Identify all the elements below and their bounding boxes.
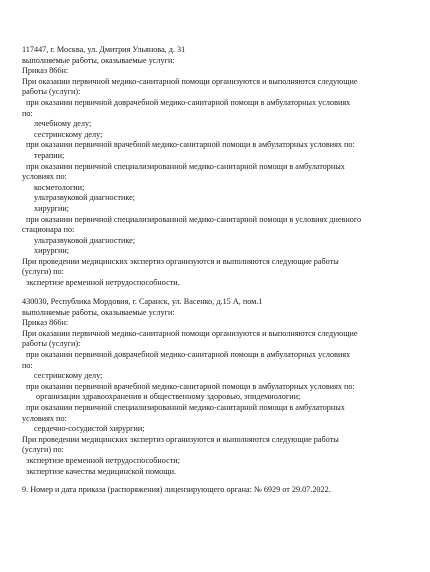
license-order-line: 9. Номер и дата приказа (распоряжения) лицензирующего органа: № 6929 от 29.07.2022. bbox=[22, 485, 331, 494]
license-order-footer bbox=[22, 485, 418, 496]
expertise-heading-cont: (услуги) по: bbox=[22, 445, 64, 455]
doctor-ambulatory-heading: при оказании первичной врачебной медико-санитарной помощи в амбулаторных условиях по: bbox=[26, 381, 355, 391]
specialized-ambulatory-heading-cont: условиях по: bbox=[22, 172, 67, 182]
pre-medical-ambulatory-heading-cont: по: bbox=[22, 360, 33, 370]
pre-medical-ambulatory-heading: при оказании первичной доврачебной медико-санитарной помощи в амбулаторных условиях bbox=[26, 349, 351, 359]
address-block-moscow bbox=[22, 45, 418, 289]
specialized-day-hospital-heading: при оказании первичной специализированной медико-санитарной помощи в условиях дневного bbox=[26, 214, 362, 224]
list-item: сестринскому делу; bbox=[34, 371, 103, 381]
list-item: косметологии; bbox=[34, 182, 85, 192]
list-item: организации здравоохранения и общественному здоровью, эпидемиологии; bbox=[36, 392, 301, 402]
list-item: экспертизе временной нетрудоспособности. bbox=[26, 278, 180, 288]
expertise-heading: При проведении медицинских экспертиз организуются и выполняются следующие работы bbox=[22, 434, 339, 444]
specialized-ambulatory-heading-cont: условиях по: bbox=[22, 413, 67, 423]
list-item: ультразвуковой диагностике; bbox=[34, 235, 136, 245]
works-label: выполняемые работы, оказываемые услуги: bbox=[22, 307, 175, 317]
intro-line-cont: работы (услуги): bbox=[22, 339, 81, 349]
order-label: Приказ 866н: bbox=[22, 318, 69, 328]
list-item: лечебному делу; bbox=[34, 119, 92, 129]
intro-line: При оказании первичной медико-санитарной помощи организуются и выполняются следующие bbox=[22, 328, 358, 338]
list-item: сердечно-сосудистой хирургии; bbox=[34, 424, 145, 434]
pre-medical-ambulatory-heading: при оказании первичной доврачебной медико-санитарной помощи в амбулаторных условиях bbox=[26, 97, 351, 107]
list-item: ультразвуковой диагностике; bbox=[34, 193, 136, 203]
specialized-ambulatory-heading: при оказании первичной специализированной медико-санитарной помощи в амбулаторных bbox=[26, 402, 345, 412]
intro-line: При оказании первичной медико-санитарной помощи организуются и выполняются следующие bbox=[22, 76, 358, 86]
specialized-ambulatory-heading: при оказании первичной специализированной медико-санитарной помощи в амбулаторных bbox=[26, 161, 345, 171]
list-item: экспертизе качества медицинской помощи. bbox=[26, 466, 177, 476]
list-item: терапии; bbox=[34, 150, 65, 160]
order-label: Приказ 866н: bbox=[22, 66, 69, 76]
list-item: сестринскому делу; bbox=[34, 129, 103, 139]
doctor-ambulatory-heading: при оказании первичной врачебной медико-санитарной помощи в амбулаторных условиях по: bbox=[26, 140, 355, 150]
intro-line-cont: работы (услуги): bbox=[22, 87, 81, 97]
address-block-saransk bbox=[22, 297, 418, 477]
list-item: хирургии; bbox=[34, 246, 70, 256]
list-item: экспертизе временной нетрудоспособности; bbox=[26, 455, 180, 465]
address-line: 430030, Республика Мордовия, г. Саранск, ул. Васенко, д.15 А, пом.1 bbox=[22, 297, 263, 306]
list-item: хирургии; bbox=[34, 203, 70, 213]
pre-medical-ambulatory-heading-cont: по: bbox=[22, 108, 33, 118]
expertise-heading: При проведении медицинских экспертиз организуются и выполняются следующие работы bbox=[22, 256, 339, 266]
specialized-day-hospital-heading-cont: стационара по: bbox=[22, 225, 75, 235]
expertise-heading-cont: (услуги) по: bbox=[22, 267, 64, 277]
address-line: 117447, г. Москва, ул. Дмитрия Ульянова, д. 31 bbox=[22, 45, 186, 54]
works-label: выполняемые работы, оказываемые услуги: bbox=[22, 55, 175, 65]
